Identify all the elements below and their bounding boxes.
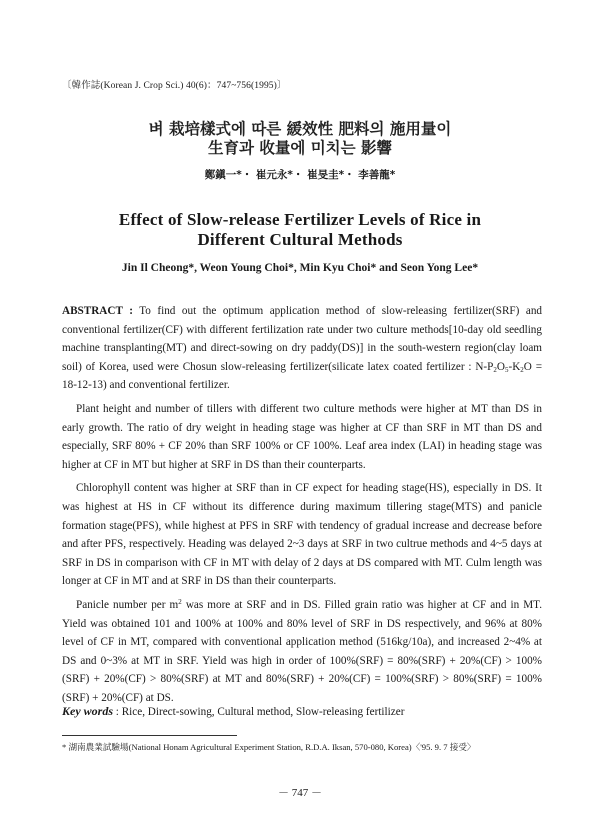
page-number: － 747 － xyxy=(278,787,322,799)
korean-authors: 鄭鎭一*・ 崔元永*・ 崔旻圭*・ 李善龍* xyxy=(204,169,396,181)
keywords-text: : Rice, Direct-sowing, Cultural method, Slow-releasing fertilizer xyxy=(113,706,405,718)
footnote-divider xyxy=(62,735,237,736)
formula-part: -K xyxy=(508,360,521,373)
abstract-text-4-start: Panicle number per m xyxy=(76,598,179,611)
english-authors: Jin Il Cheong*, Weon Young Choi*, Min Kyu Choi* and Seon Yong Lee* xyxy=(121,262,479,274)
affiliation-footnote: * 湖南農業試驗場(National Honam Agricultural Experiment Station, R.D.A. Iksan, 570-080, Korea)〈'95. 9. 7 接受〉 xyxy=(62,742,476,752)
abstract-body xyxy=(62,302,542,712)
abstract-text-1: To find out the optimum application method of slow-releasing fertilizer(SRF) and conventional fertilizer(CF) with different fertilization rate under two culture methods[10-day old seedling machine transplanting(MT) and direct-sowing on dry paddy(DS)] in the south-western region(clay loam soil) of Korea, used were Chosun slow-releasing fertilizer(silicate latex coated fertilizer : N-P xyxy=(62,305,543,373)
keywords-label: Key words xyxy=(62,704,113,718)
abstract-paragraph-1 xyxy=(62,302,542,395)
unit-superscript: 2 xyxy=(178,597,182,606)
korean-title-line-2: 生育과 收量에 미치는 影響 xyxy=(207,139,393,157)
formula-part: O xyxy=(496,360,505,373)
abstract-paragraph-4 xyxy=(62,596,542,708)
keywords xyxy=(62,704,542,719)
english-title-line-1: Effect of Slow-release Fertilizer Levels of Rice in xyxy=(118,210,482,229)
abstract-text-1-end: O = 18-12-13) and conventional fertilizer. xyxy=(62,360,543,392)
english-title-line-2: Different Cultural Methods xyxy=(197,230,403,249)
formula-subscript: 2 xyxy=(493,365,497,374)
abstract-paragraph-3: Chlorophyll content was higher at SRF than in CF expect for heading stage(HS), especially in DS. It was highest at HS in CF without its difference during maximum tillering stage(MTS) and panicle formation stage(PFS), while highest at PFS in SRF with tendency of gradual increase and decrease before and after PFS, respectively. Heading was delayed 2~3 days at SRF in two cultrue methods and 4~5 days at SRF in DS in comparison with CF in MT with delay of 2 days at DS compared with MT. Culm length was longer at CF in MT and at SRF in DS than their counterparts. xyxy=(62,482,542,588)
abstract-text-4-rest: was more at SRF and in DS. Filled grain ratio was higher at CF and in MT. Yield was obtained 101 and 100% at 100% and 80% level of SRF in DS respectively, and 96% at 80% level of CF in MT, compared with conventional application method (516kg/10a), and increased 2~4% at DS and 0~3% at MT in SRF. Yield was high in order of 100%(SRF) = 80%(SRF) + 20%(CF) > 100%(SRF) + 20%(CF) > 80%(SRF) at MT and 80%(SRF) + 20%(CF) = 100%(SRF) > 80%(SRF) = 100%(SRF) + 20%(CF) at DS. xyxy=(62,598,542,704)
korean-title-line-1: 벼 栽培樣式에 따른 緩效性 肥料의 施用量이 xyxy=(148,120,452,138)
formula-subscript: 2 xyxy=(520,365,524,374)
abstract-paragraph-2: Plant height and number of tillers with different two culture methods were higher at MT than DS in early growth. The ratio of dry weight in heading stage was higher at CF than SRF in MT than DS and especially, SRF 80% + CF 20% than SRF 100% or CF 100%. Leaf area index (LAI) in heading stage was higher at CF in MT but higher at SRF in DS than their counterparts. xyxy=(62,402,542,471)
formula-subscript: 5 xyxy=(504,365,509,374)
abstract-label: ABSTRACT : xyxy=(62,305,133,317)
journal-citation: 〔韓作誌(Korean J. Crop Sci.) 40(6)：747~756(1995)〕 xyxy=(62,81,287,91)
